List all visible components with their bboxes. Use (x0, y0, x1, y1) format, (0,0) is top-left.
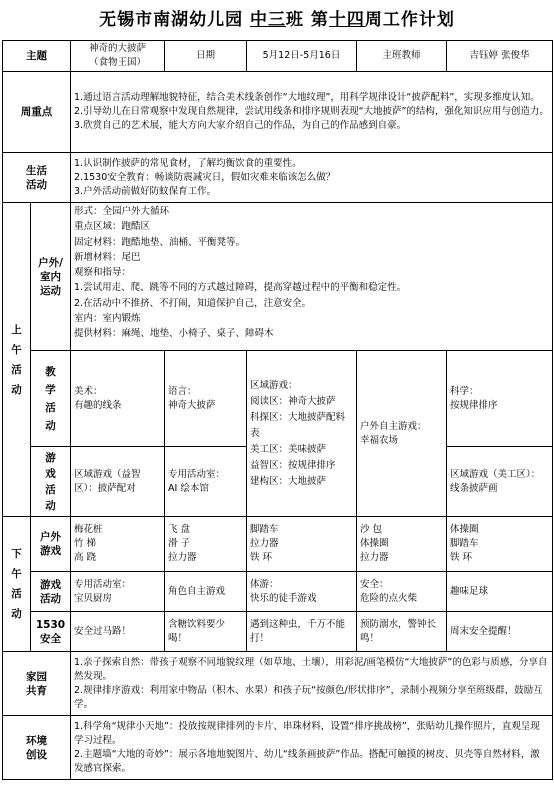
game-activity-label: 游 戏 活 动 (31, 447, 71, 517)
weekly-focus-content (71, 72, 553, 153)
afternoon-game-cell: 专用活动室： 宝贝厨房 (71, 572, 165, 612)
outdoor-self-game-cell: 户外自主游戏： 幸福农场 (357, 351, 447, 517)
school-name: 无锡市南湖幼儿园 (99, 10, 244, 30)
afternoon-outdoor-cell: 沙 包 体操圈 拉力器 (357, 517, 447, 572)
outdoor-sport-content (71, 203, 553, 351)
safety-cell: 含糖饮料要少喝！ (165, 612, 247, 652)
afternoon-outdoor-label: 户外 游戏 (31, 517, 71, 572)
outdoor-sport-line: 重点区域：跑酷区 (74, 221, 151, 233)
zone-game-line: 区域游戏： (250, 379, 298, 391)
afternoon-outdoor-cell: 梅花桩 竹 梯 高 跷 (71, 517, 165, 572)
home-coop-label: 家园 共育 (3, 652, 71, 716)
outdoor-sport-line: 1.尝试用走、爬、跳等不同的方式越过障碍，提高穿越过程中的平衡和稳定性。 (74, 282, 407, 294)
week-prefix: 第 (310, 10, 329, 30)
zone-game-line: 美工区：美味披萨 (250, 443, 327, 455)
theme-value: 神奇的大披萨 （食物王国） (71, 41, 165, 72)
morning-label: 上 午 活 动 (3, 203, 31, 517)
zone-game-line: 科探区：大地披萨配料表 (250, 411, 346, 439)
teaching-cell-fri: 科学： 按规律排序 (447, 351, 553, 447)
home-coop-content (71, 652, 553, 716)
outdoor-sport-line: 观察和指导： (74, 267, 132, 279)
class-suffix: 班 (286, 10, 304, 30)
zone-game-line: 建构区：大地披萨 (250, 475, 327, 487)
zone-game-line: 益智区：按规律排序 (250, 459, 336, 471)
game-cell-mon: 区域游戏（益智区）：披萨配对 (71, 447, 165, 517)
environment-line: 2.主题墙“大地的奇妙”：展示各地地貌图片、幼儿“线条画披萨”作品。搭配可触摸的树皮、贝壳等自然材料，激发感官探索。 (74, 748, 540, 774)
weekly-focus-line: 1.通过语言活动理解地貌特征，结合美术线条创作“大地纹理”，用科学规律设计“披萨配料”，实现多维度认知。 (74, 92, 540, 103)
teaching-cell-tue: 语言： 神奇大披萨 (165, 351, 247, 447)
teaching-label: 教 学 活 动 (31, 351, 71, 447)
safety-cell: 安全过马路！ (71, 612, 165, 652)
life-content (71, 153, 553, 203)
week-suffix: 周工作计划 (364, 10, 455, 30)
afternoon-outdoor-cell: 飞 盘 滑 子 拉力器 (165, 517, 247, 572)
afternoon-outdoor-cell: 脚踏车 拉力器 铁 环 (247, 517, 357, 572)
teacher-label: 主班教师 (357, 41, 447, 72)
home-coop-line: 2.规律排序游戏：利用家中物品（积木、水果）和孩子玩“按颜色/形状排序”，录制小视频分享至班级群，鼓励互学。 (74, 684, 543, 710)
safety-cell: 周末安全提醒！ (447, 612, 553, 652)
weekly-focus-line: 2.引导幼儿在日常观察中发现自然规律，尝试用线条和排序规则表现“大地披萨”的结构，强化知识应用与创造力。 (74, 106, 549, 117)
life-line: 2.1530安全教育：畅谈防震减灾日，假如灾难来临该怎么做？ (74, 171, 336, 183)
outdoor-sport-label: 户外/ 室内 运动 (31, 203, 71, 351)
safety-cell: 遇到这种虫，千万不能打！ (247, 612, 357, 652)
outdoor-sport-line: 固定材料：跑酷地垫、油桶、平衡凳等。 (74, 236, 246, 248)
outdoor-sport-line: 形式：全园户外大循环 (74, 206, 170, 217)
outdoor-sport-line: 2.在活动中不推挤、不打闹，知道保护自己，注意安全。 (74, 297, 312, 309)
weekly-focus-line: 3.欣赏自己的艺术展，能大方向大家介绍自己的作品，为自己的作品感到自豪。 (74, 120, 407, 131)
class-name: 中三 (250, 10, 286, 30)
outdoor-sport-line: 新增材料：尾巴 (74, 251, 141, 263)
afternoon-label: 下 午 活 动 (3, 517, 31, 652)
environment-content (71, 716, 553, 780)
theme-label: 主题 (3, 41, 71, 72)
game-cell-fri: 区域游戏（美工区）：线条披萨画 (447, 447, 553, 517)
home-coop-line: 1.亲子探索自然：带孩子观察不同地貌纹理（如草地、土壤），用彩泥/画笔模仿“大地披萨”的色彩与质感，分享自然发现。 (74, 656, 548, 682)
life-line: 3.户外活动前做好防蚊保育工作。 (74, 185, 217, 197)
life-line: 1.认识制作披萨的常见食材，了解均衡饮食的重要性。 (74, 157, 302, 169)
afternoon-game-label: 游戏 活动 (31, 572, 71, 612)
safety-cell: 预防溺水，警钟长鸣！ (357, 612, 447, 652)
game-cell-tue: 专用活动室： AI 绘本馆 (165, 447, 247, 517)
date-label: 日期 (165, 41, 247, 72)
safety-1530-label: 1530 安全 (31, 612, 71, 652)
date-value: 5月12日-5月16日 (247, 41, 357, 72)
page-title (0, 0, 554, 40)
environment-label: 环境 创设 (3, 716, 71, 780)
week-number: 十四 (328, 10, 365, 30)
teacher-value: 吉钰婷 张俊华 (447, 41, 553, 72)
weekly-plan-table (2, 40, 553, 780)
teaching-cell-mon: 美术： 有趣的线条 (71, 351, 165, 447)
afternoon-game-cell: 安全： 危险的点火柴 (357, 572, 447, 612)
afternoon-game-cell: 角色自主游戏 (165, 572, 247, 612)
outdoor-sport-line: 提供材料：麻绳、地垫、小椅子、桌子、障碍木 (74, 328, 274, 340)
zone-game-line: 阅读区：神奇大披萨 (250, 395, 336, 407)
outdoor-sport-line: 室内：室内锻炼 (74, 313, 141, 325)
weekly-focus-label: 周重点 (3, 72, 71, 153)
zone-game-cell (247, 351, 357, 517)
life-label: 生活 活动 (3, 153, 71, 203)
environment-line: 1.科学角“规律小天地”：投放按规律排列的卡片、串珠材料，设置“排序挑战榜”，张贴幼儿操作照片，直观呈现学习过程。 (74, 720, 540, 746)
afternoon-outdoor-cell: 体操圈 脚踏车 铁 环 (447, 517, 553, 572)
afternoon-game-cell: 趣味足球 (447, 572, 553, 612)
afternoon-game-cell: 体游： 快乐的徒手游戏 (247, 572, 357, 612)
